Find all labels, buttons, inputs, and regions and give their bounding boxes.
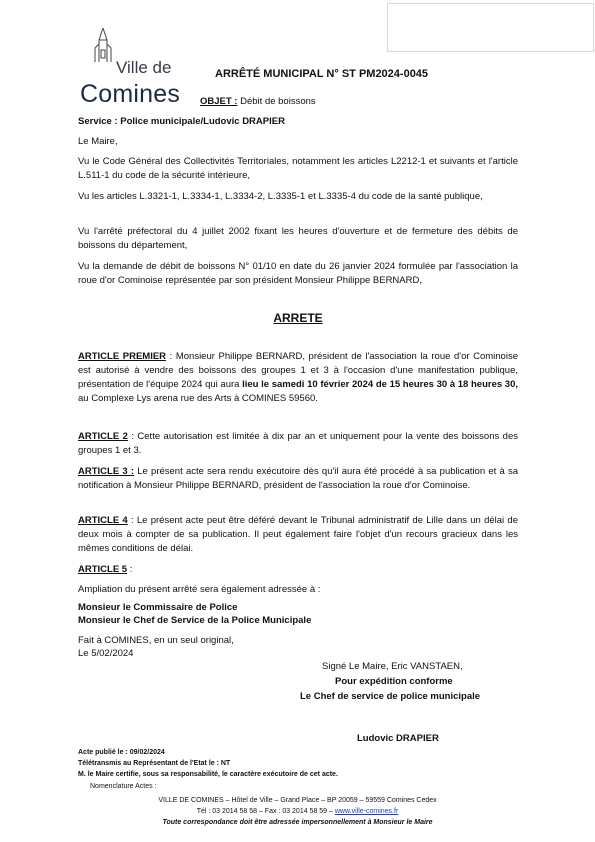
article-4 — [78, 514, 518, 556]
recipient-2: Monsieur le Chef de Service de la Police Municipale — [78, 615, 312, 626]
page-title: ARRÊTÉ MUNICIPAL N° ST PM2024-0045 — [215, 68, 429, 80]
article-2-label: ARTICLE 2 — [78, 431, 128, 442]
logo-line2: Comines — [80, 80, 181, 108]
footer-phone-fax: Tél : 03 2014 58 58 – Fax : 03 2014 58 59 – — [196, 808, 335, 815]
church-spire-icon — [88, 28, 118, 62]
objet-text: Débit de boissons — [237, 96, 316, 107]
acte-publie: Acte publié le : 09/02/2024 — [78, 749, 165, 756]
article-2-text: : Cette autorisation est limitée à dix par an et uniquement pour la vente des boissons des groupes 1 et 3. — [78, 431, 518, 456]
footer-contact — [0, 807, 595, 817]
ville-de-comines-logo — [78, 28, 196, 108]
signatory-name: Ludovic DRAPIER — [357, 733, 439, 744]
article-3-text: Le présent acte sera rendu exécutoire dès qu'il aura été procédé à sa publication et à sa notification à Monsieur Philippe BERNARD, président de l'association la roue d'or Cominoise. — [78, 466, 518, 491]
footer-address: VILLE DE COMINES – Hôtel de Ville – Grand Place – BP 20059 – 59559 Comines Cedex — [158, 797, 437, 804]
objet-label: OBJET : — [200, 96, 238, 107]
vu-paragraph-4: Vu la demande de débit de boissons N° 01/10 en date du 26 janvier 2024 formulée par l'association la roue d'or Cominoise représentée par son président Monsieur Philippe BERNARD, — [78, 261, 518, 286]
article-5-label: ARTICLE 5 — [78, 564, 128, 575]
article-5 — [78, 563, 518, 577]
article-3 — [78, 465, 518, 493]
objet-line — [200, 96, 316, 107]
fait-a-line: Fait à COMINES, en un seul original, — [78, 635, 234, 646]
signature-line-2: Pour expédition conforme — [335, 676, 453, 687]
article-premier-bold: lieu le samedi 10 février 2024 de 15 heures 30 à 18 heures 30, — [242, 379, 519, 390]
article-2 — [78, 430, 518, 458]
footer-correspondance: Toute correspondance doit être adressée impersonnellement à Monsieur le Maire — [162, 819, 433, 826]
teletransmis: Télétransmis au Représentant de l'Etat le : NT — [78, 760, 231, 767]
article-premier-label: ARTICLE PREMIER — [78, 351, 167, 362]
vu-paragraph-1: Vu le Code Général des Collectivités Territoriales, notamment les articles L2212-1 et suivants et l'article L.511-1 du code de la sécurité intérieure, — [78, 156, 518, 181]
vu-paragraph-3: Vu l'arrêté préfectoral du 4 juillet 2002 fixant les heures d'ouverture et de fermeture des débits de boissons du département, — [78, 226, 518, 251]
article-3-label: ARTICLE 3 : — [78, 466, 135, 477]
ampliation-line: Ampliation du présent arrêté sera également adressée à : — [78, 584, 321, 595]
reception-stamp-box — [387, 3, 594, 52]
certifie-executoire: M. le Maire certifie, sous sa responsabilité, le caractère exécutoire de cet acte. — [78, 771, 338, 778]
article-4-label: ARTICLE 4 — [78, 515, 128, 526]
article-premier — [78, 350, 518, 406]
signature-line-1: Signé Le Maire, Eric VANSTAEN, — [322, 661, 463, 672]
vu-paragraph-2: Vu les articles L.3321-1, L.3334-1, L.3334-2, L.3335-1 et L.3335-4 du code de la santé publique, — [78, 191, 483, 202]
recipient-1: Monsieur le Commissaire de Police — [78, 602, 238, 613]
article-4-text: : Le présent acte peut être déféré devant le Tribunal administratif de Lille dans un délai de deux mois à compter de sa publication. Il peut également faire l'objet d'un recours gracieux dans les mêmes conditions de délai. — [78, 515, 518, 554]
signature-line-3: Le Chef de service de police municipale — [300, 691, 481, 702]
logo-line1: Ville de — [116, 58, 172, 77]
article-premier-text-b: au Complexe Lys arena rue des Arts à COMINES 59560. — [78, 393, 318, 404]
nomenclature-actes: Nomenclature Actes : — [90, 783, 157, 790]
date-line: Le 5/02/2024 — [78, 648, 134, 659]
le-maire: Le Maire, — [78, 136, 118, 147]
service-line: Service : Police municipale/Ludovic DRAPIER — [78, 116, 285, 127]
website-link[interactable]: www.ville-comines.fr — [334, 808, 399, 815]
arrete-heading: ARRETE — [273, 311, 323, 325]
article-5-text: : — [127, 564, 133, 575]
article-premier-text-a: : Monsieur Philippe BERNARD, président de l'association la roue d'or Cominoise est autorisé à vendre des boissons des groupes 1 et 3 à l'occasion d'une manifestation publique, présentation de l'équipe 2024 qui aura — [78, 351, 518, 390]
